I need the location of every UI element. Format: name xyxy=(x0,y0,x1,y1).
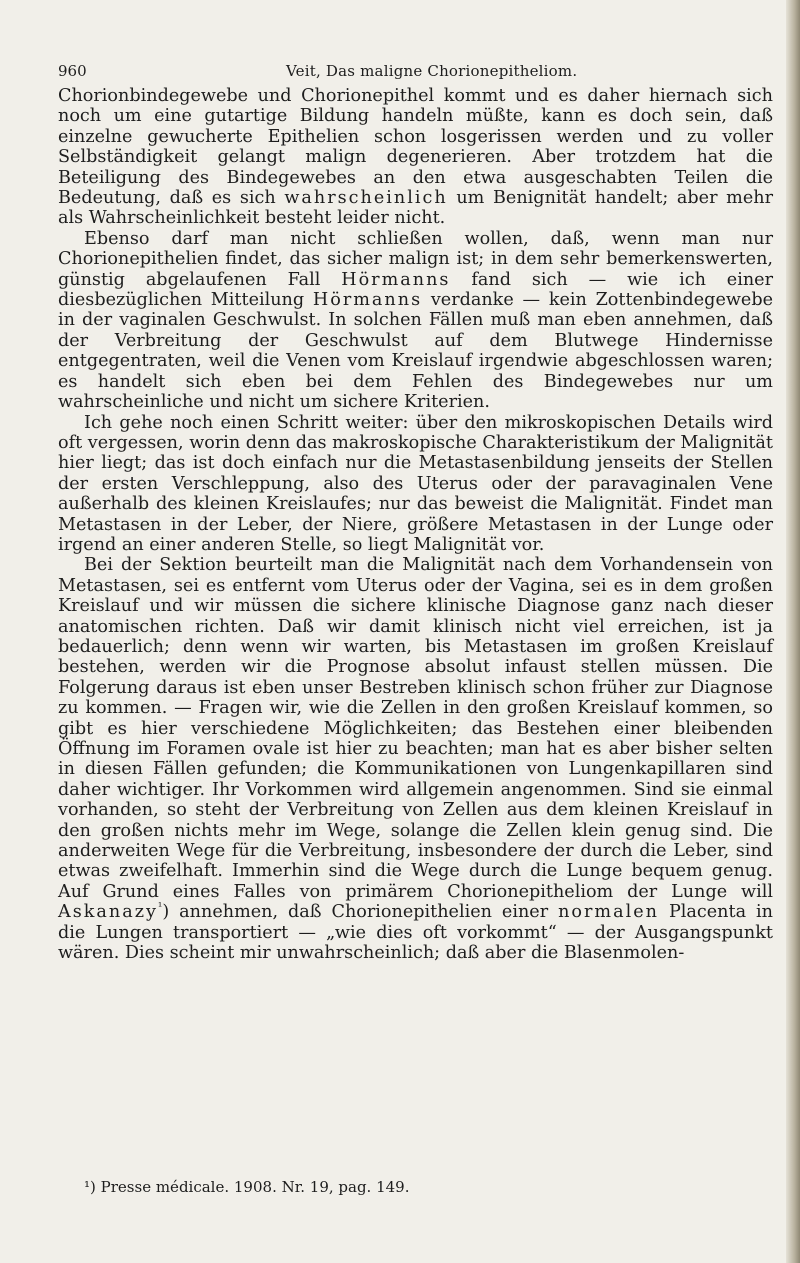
text-run: Placenta in die Lungen transportiert — „wie dies oft vorkommt“ — der Ausgangspunkt wären. Dies scheint mir unwahrscheinlich; daß aber die Blasenmolen- xyxy=(58,902,773,964)
spaced-name: Askanazy xyxy=(58,902,158,923)
running-header xyxy=(58,62,758,84)
paragraph xyxy=(58,229,773,413)
text-run: Ebenso darf man nicht schließen wollen, daß, wenn man nur Chorionepithelien findet, das sicher malign ist; in dem sehr bemerkenswerten, günstig abgelaufenen Fall xyxy=(58,228,773,290)
text-run: fand sich — wie ich einer diesbezüglichen Mitteilung xyxy=(58,269,773,311)
page-edge-shadow xyxy=(786,0,800,1263)
footnote-reference: ¹ xyxy=(157,900,163,914)
paragraph xyxy=(58,555,773,963)
paragraph xyxy=(58,86,773,229)
footnote-marker: ¹) xyxy=(84,1178,96,1196)
running-title: Veit, Das maligne Chorionepitheliom. xyxy=(286,62,578,80)
text-run: Chorionbindegewebe und Chorionepithel kommt und es daher hiernach sich noch um eine gutartige Bildung handeln müßte, kann es doch sein, daß einzelne gewucherte Epithelien schon losgerissen werden und zu voller Selbständigkeit gelangt malign degenerieren. Aber trotzdem hat die Beteiligung des Bindegewebes an den etwa ausgeschabten Teilen die Bedeutung, daß es sich xyxy=(58,86,773,209)
footnote xyxy=(84,1178,764,1196)
text-run: ) annehmen, daß Chorionepithelien einer xyxy=(162,902,559,923)
footnote-text: Presse médicale. 1908. Nr. 19, pag. 149. xyxy=(100,1178,410,1196)
paragraph xyxy=(58,413,773,556)
spaced-name: Hörmanns xyxy=(312,290,423,311)
spaced-name: normalen xyxy=(558,902,659,923)
text-run: Ich gehe noch einen Schritt weiter: über den mikroskopischen Details wird oft vergessen, worin denn das makroskopische Charakteristikum der Malignität hier liegt; das ist doch einfach nur die Metastasenbildung jenseits der Stellen der ersten Verschleppung, also des Uterus oder der paravaginalen Vene außerhalb des kleinen Kreislaufes; nur das beweist die Malignität. Findet man Metastasen in der Leber, der Niere, größere Metastasen in der Lunge oder irgend an einer anderen Stelle, so liegt Malignität vor. xyxy=(58,412,773,555)
spaced-name: wahrscheinlich xyxy=(284,188,448,209)
text-run: um Benignität handelt; aber mehr als Wahrscheinlichkeit besteht leider nicht. xyxy=(58,188,773,229)
text-run: Bei der Sektion beurteilt man die Malignität nach dem Vorhandensein von Metastasen, sei es entfernt vom Uterus oder der Vagina, sei es in dem großen Kreislauf und wir müssen die sichere klinische Diagnose ganz nach dieser anatomischen richten. Daß wir damit klinisch nicht viel erreichen, ist ja bedauerlich; denn wenn wir warten, bis Metastasen im großen Kreislauf bestehen, werden wir die Prognose absolut infaust stellen müssen. Die Folgerung daraus ist eben unser Bestreben klinisch schon früher zur Diagnose zu kommen. — Fragen wir, wie die Zellen in den großen Kreislauf kommen, so gibt es hier verschiedene Möglichkeiten; das Bestehen einer bleibenden Öffnung im Foramen ovale ist hier zu beachten; man hat es aber bisher selten in diesen Fällen gefunden; die Kommunikationen von Lungenkapillaren sind daher wichtiger. Ihr Vorkommen wird allgemein angenommen. Sind sie einmal vorhanden, so steht der Verbreitung von Zellen aus dem kleinen Kreislauf in den großen nichts mehr im Wege, solange die Zellen klein genug sind. Die anderweiten Wege für die Verbreitung, insbesondere der durch die Leber, sind etwas zweifelhaft. Immerhin sind die Wege durch die Lunge bequem genug. Auf Grund eines Falles von primärem Chorionepitheliom der Lunge will xyxy=(58,555,773,902)
page-number: 960 xyxy=(58,62,87,80)
text-run: verdanke — kein Zottenbindegewebe in der vaginalen Geschwulst. In solchen Fällen muß man eben annehmen, daß der Verbreitung der Geschwulst auf dem Blutwege Hindernisse entgegentraten, weil die Venen vom Kreislauf irgendwie abgeschlossen waren; es handelt sich eben bei dem Fehlen des Bindegewebes nur um wahrscheinliche und nicht um sichere Kriterien. xyxy=(58,290,773,413)
spaced-name: Hörmanns xyxy=(341,269,451,290)
body-text xyxy=(58,86,773,963)
